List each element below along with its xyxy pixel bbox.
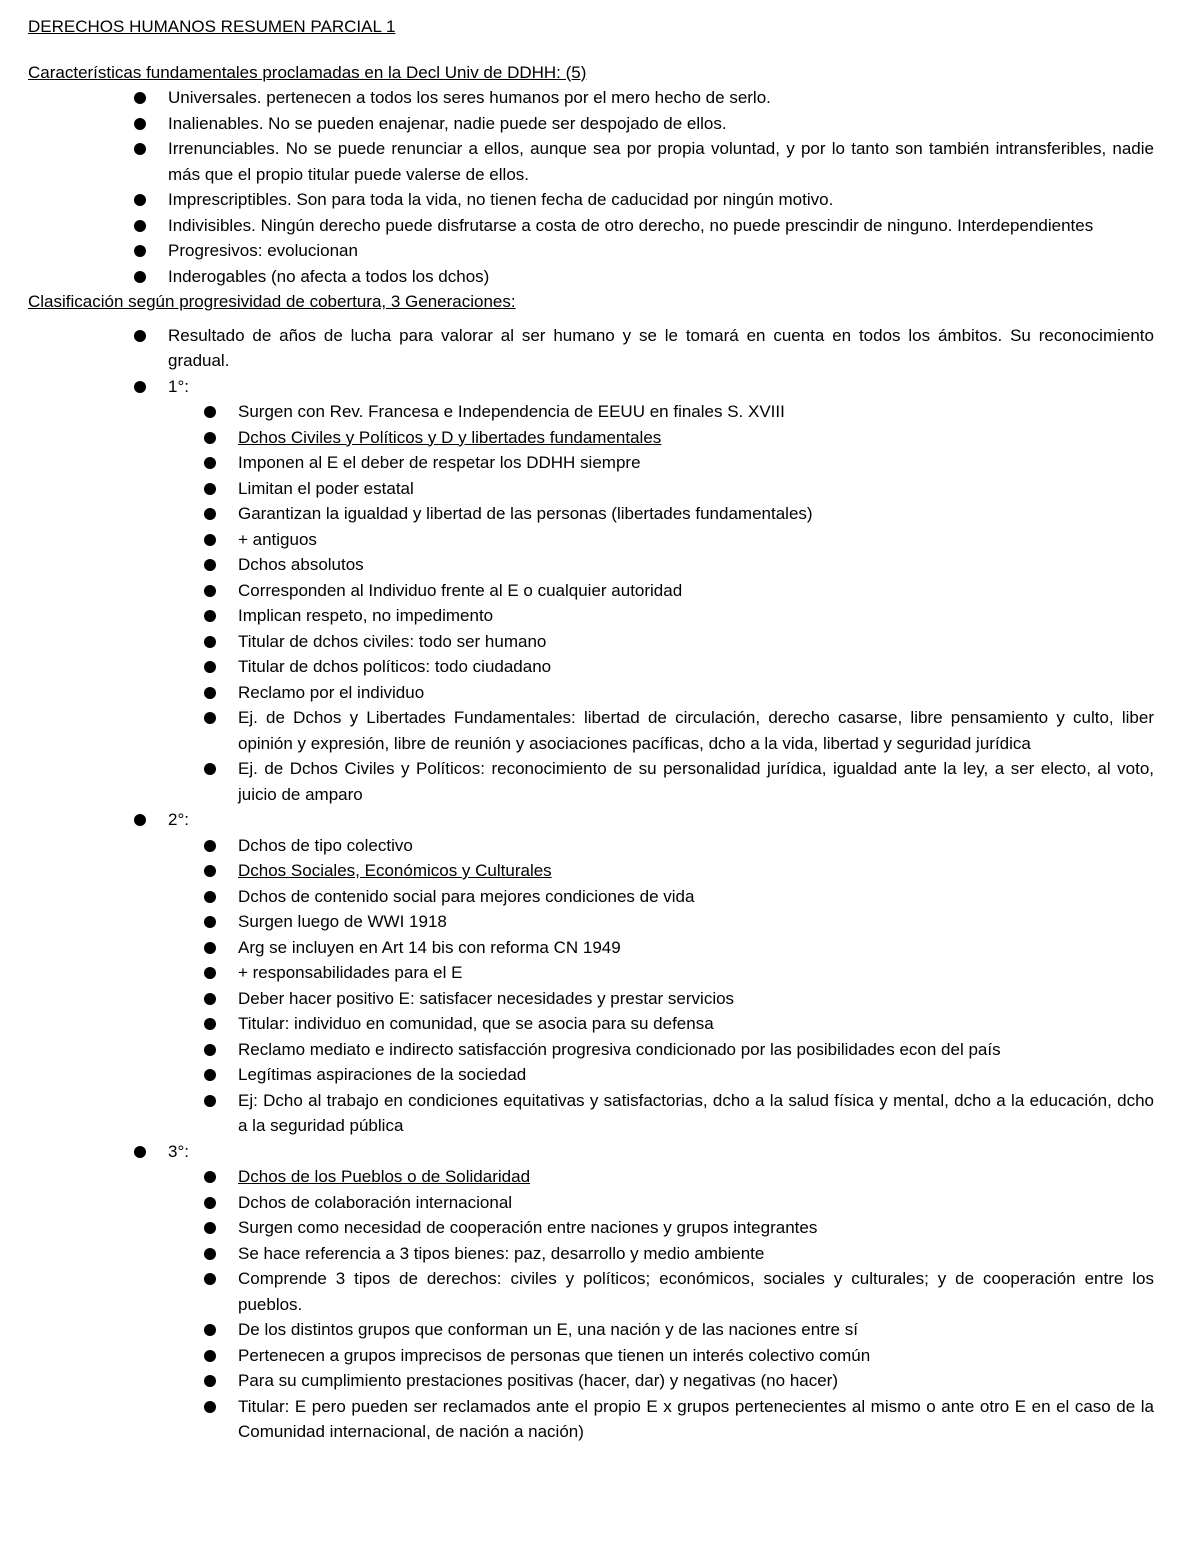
generations-list (28, 323, 1154, 1445)
list-item: Dchos absolutos (28, 552, 1154, 578)
bullet-icon (204, 457, 216, 469)
spacer (28, 40, 1154, 60)
list-item: Ej: Dcho al trabajo en condiciones equitativas y satisfactorias, dcho a la salud física y mental, dcho a la educación, dcho a la seguridad pública (28, 1088, 1154, 1139)
bullet-icon (134, 245, 146, 257)
bullet-icon (204, 916, 216, 928)
section-heading-characteristics: Características fundamentales proclamadas en la Decl Univ de DDHH: (5) (28, 62, 587, 82)
list-item: Universales. pertenecen a todos los seres humanos por el mero hecho de serlo. (28, 85, 1154, 111)
list-item: Dchos de tipo colectivo (28, 833, 1154, 859)
bullet-icon (204, 1350, 216, 1362)
list-item: Corresponden al Individuo frente al E o cualquier autoridad (28, 578, 1154, 604)
bullet-icon (204, 993, 216, 1005)
list-item: Comprende 3 tipos de derechos: civiles y políticos; económicos, sociales y culturales; y de cooperación entre los pueblos. (28, 1266, 1154, 1317)
list-item: Imponen al E el deber de respetar los DDHH siempre (28, 450, 1154, 476)
list-item-gen3: 3°: (28, 1139, 1154, 1165)
bullet-icon (204, 406, 216, 418)
list-item: Deber hacer positivo E: satisfacer necesidades y prestar servicios (28, 986, 1154, 1012)
bullet-icon (134, 814, 146, 826)
bullet-icon (204, 1018, 216, 1030)
bullet-icon (204, 1095, 216, 1107)
bullet-icon (204, 1171, 216, 1183)
bullet-icon (204, 1401, 216, 1413)
list-item-gen1: 1°: (28, 374, 1154, 400)
list-item: Titular de dchos civiles: todo ser humano (28, 629, 1154, 655)
section-heading-generations: Clasificación según progresividad de cobertura, 3 Generaciones: (28, 292, 516, 311)
list-item: Garantizan la igualdad y libertad de las personas (libertades fundamentales) (28, 501, 1154, 527)
bullet-icon (204, 1273, 216, 1285)
list-item: + responsabilidades para el E (28, 960, 1154, 986)
list-item: Titular: individuo en comunidad, que se asocia para su defensa (28, 1011, 1154, 1037)
list-item: Reclamo mediato e indirecto satisfacción progresiva condicionado por las posibilidades econ del país (28, 1037, 1154, 1063)
bullet-icon (204, 967, 216, 979)
bullet-icon (204, 712, 216, 724)
bullet-icon (204, 1222, 216, 1234)
bullet-icon (134, 1146, 146, 1158)
bullet-icon (204, 942, 216, 954)
bullet-icon (204, 483, 216, 495)
list-item: Dchos de contenido social para mejores condiciones de vida (28, 884, 1154, 910)
bullet-icon (134, 194, 146, 206)
bullet-icon (204, 610, 216, 622)
list-item: De los distintos grupos que conforman un E, una nación y de las naciones entre sí (28, 1317, 1154, 1343)
bullet-icon (134, 271, 146, 283)
list-item: Pertenecen a grupos imprecisos de personas que tienen un interés colectivo común (28, 1343, 1154, 1369)
list-item: Limitan el poder estatal (28, 476, 1154, 502)
list-item: Surgen como necesidad de cooperación entre naciones y grupos integrantes (28, 1215, 1154, 1241)
list-item: + antiguos (28, 527, 1154, 553)
list-item-gen2: 2°: (28, 807, 1154, 833)
bullet-icon (204, 1197, 216, 1209)
document-title: DERECHOS HUMANOS RESUMEN PARCIAL 1 (28, 17, 396, 36)
list-item: Progresivos: evolucionan (28, 238, 1154, 264)
list-item: Imprescriptibles. Son para toda la vida, no tienen fecha de caducidad por ningún motivo. (28, 187, 1154, 213)
bullet-icon (134, 330, 146, 342)
bullet-icon (204, 1044, 216, 1056)
list-item: Arg se incluyen en Art 14 bis con reforma CN 1949 (28, 935, 1154, 961)
bullet-icon (134, 118, 146, 130)
bullet-icon (204, 865, 216, 877)
bullet-icon (204, 891, 216, 903)
list-item: Titular: E pero pueden ser reclamados ante el propio E x grupos pertenecientes al mismo o ante otro E en el caso de la Comunidad internacional, de nación a nación) (28, 1394, 1154, 1445)
bullet-icon (204, 636, 216, 648)
list-item: Legítimas aspiraciones de la sociedad (28, 1062, 1154, 1088)
list-item: Irrenunciables. No se puede renunciar a ellos, aunque sea por propia voluntad, y por lo tanto son también intransferibles, nadie más que el propio titular puede valerse de ellos. (28, 136, 1154, 187)
bullet-icon (204, 534, 216, 546)
list-item: Para su cumplimiento prestaciones positivas (hacer, dar) y negativas (no hacer) (28, 1368, 1154, 1394)
list-item: Ej. de Dchos Civiles y Políticos: reconocimiento de su personalidad jurídica, igualdad ante la ley, a ser electo, al voto, juicio de amparo (28, 756, 1154, 807)
list-item: Dchos de los Pueblos o de Solidaridad (28, 1164, 1154, 1190)
bullet-icon (204, 1324, 216, 1336)
bullet-icon (204, 559, 216, 571)
list-item: Dchos Civiles y Políticos y D y libertades fundamentales (28, 425, 1154, 451)
bullet-icon (204, 1069, 216, 1081)
spacer (28, 315, 1154, 323)
bullet-icon (204, 432, 216, 444)
list-item: Surgen con Rev. Francesa e Independencia de EEUU en finales S. XVIII (28, 399, 1154, 425)
list-item: Se hace referencia a 3 tipos bienes: paz, desarrollo y medio ambiente (28, 1241, 1154, 1267)
bullet-icon (204, 508, 216, 520)
list-item: Inalienables. No se pueden enajenar, nadie puede ser despojado de ellos. (28, 111, 1154, 137)
bullet-icon (134, 92, 146, 104)
characteristics-list (28, 85, 1154, 289)
bullet-icon (204, 585, 216, 597)
bullet-icon (204, 687, 216, 699)
list-item: Implican respeto, no impedimento (28, 603, 1154, 629)
bullet-icon (204, 1375, 216, 1387)
list-item: Dchos de colaboración internacional (28, 1190, 1154, 1216)
list-item: Reclamo por el individuo (28, 680, 1154, 706)
list-item: Inderogables (no afecta a todos los dchos) (28, 264, 1154, 290)
document-page (28, 14, 1154, 1445)
bullet-icon (204, 840, 216, 852)
list-item-intro: Resultado de años de lucha para valorar al ser humano y se le tomará en cuenta en todos los ámbitos. Su reconocimiento gradual. (28, 323, 1154, 374)
list-item: Indivisibles. Ningún derecho puede disfrutarse a costa de otro derecho, no puede prescindir de ninguno. Interdependientes (28, 213, 1154, 239)
list-item: Titular de dchos políticos: todo ciudadano (28, 654, 1154, 680)
bullet-icon (204, 661, 216, 673)
bullet-icon (134, 381, 146, 393)
bullet-icon (134, 143, 146, 155)
list-item: Dchos Sociales, Económicos y Culturales (28, 858, 1154, 884)
bullet-icon (204, 1248, 216, 1260)
bullet-icon (134, 220, 146, 232)
list-item: Ej. de Dchos y Libertades Fundamentales: libertad de circulación, derecho casarse, libre pensamiento y culto, liber opinión y expresión, libre de reunión y asociaciones pacíficas, dcho a la vida, libertad y seguridad jurídica (28, 705, 1154, 756)
list-item: Surgen luego de WWI 1918 (28, 909, 1154, 935)
bullet-icon (204, 763, 216, 775)
